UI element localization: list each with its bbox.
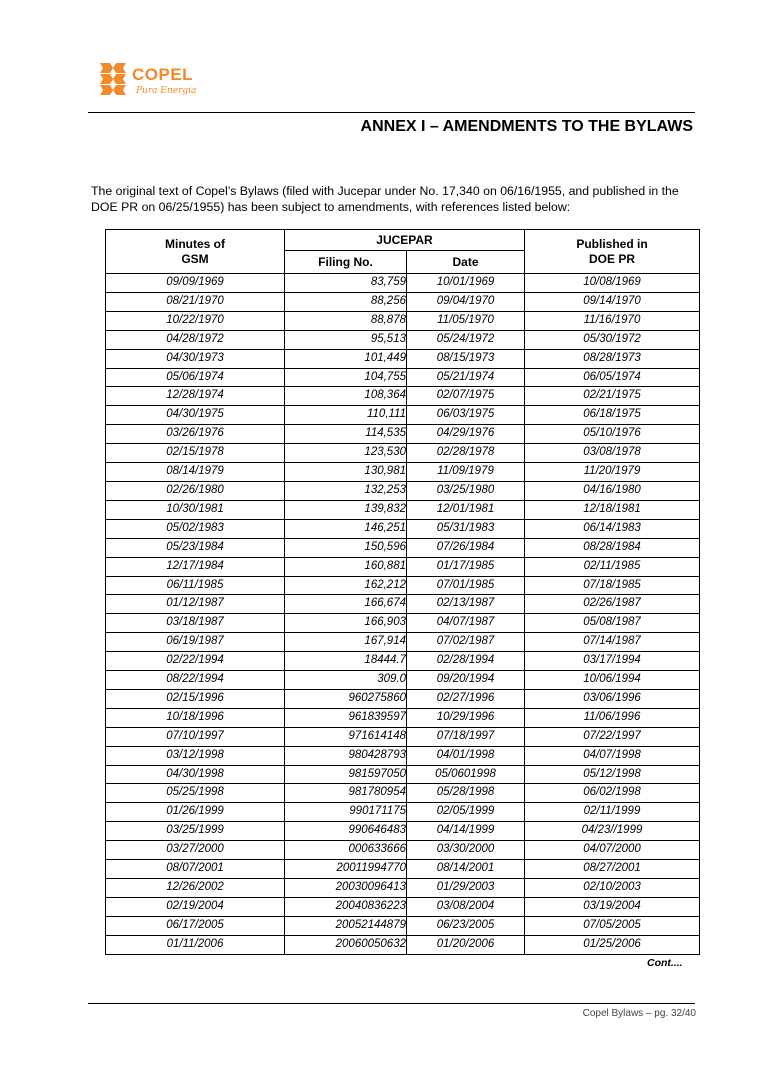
table-row: [106, 330, 700, 349]
table-row: [106, 614, 700, 633]
filing-no-cell: 83,759: [285, 274, 407, 293]
date-cell: 02/27/1996: [407, 689, 525, 708]
minutes-cell: 03/25/1999: [106, 822, 285, 841]
filing-no-cell: 20040836223: [285, 897, 407, 916]
minutes-cell: 05/06/1974: [106, 368, 285, 387]
date-cell: 10/01/1969: [407, 274, 525, 293]
table-row: [106, 292, 700, 311]
date-cell: 02/13/1987: [407, 595, 525, 614]
published-cell: 09/14/1970: [525, 292, 700, 311]
filing-no-cell: 139,832: [285, 500, 407, 519]
table-row: [106, 557, 700, 576]
table-row: [106, 916, 700, 935]
published-cell: 02/11/1999: [525, 803, 700, 822]
date-cell: 09/04/1970: [407, 292, 525, 311]
minutes-cell: 04/28/1972: [106, 330, 285, 349]
table-row: [106, 860, 700, 879]
published-cell: 02/11/1985: [525, 557, 700, 576]
table-row: [106, 311, 700, 330]
date-cell: 02/28/1994: [407, 652, 525, 671]
minutes-cell: 06/11/1985: [106, 576, 285, 595]
filing-no-cell: 110,111: [285, 406, 407, 425]
published-cell: 02/21/1975: [525, 387, 700, 406]
date-cell: 06/03/1975: [407, 406, 525, 425]
published-cell: 03/19/2004: [525, 897, 700, 916]
minutes-cell: 10/22/1970: [106, 311, 285, 330]
published-cell: 03/08/1978: [525, 444, 700, 463]
minutes-cell: 08/07/2001: [106, 860, 285, 879]
header-published: Published in DOE PR: [525, 230, 700, 274]
filing-no-cell: 20052144879: [285, 916, 407, 935]
filing-no-cell: 146,251: [285, 519, 407, 538]
published-cell: 10/08/1969: [525, 274, 700, 293]
filing-no-cell: 166,674: [285, 595, 407, 614]
published-cell: 07/14/1987: [525, 633, 700, 652]
table-row: [106, 500, 700, 519]
filing-no-cell: 20060050632: [285, 935, 407, 954]
minutes-cell: 04/30/1973: [106, 349, 285, 368]
filing-no-cell: 990646483: [285, 822, 407, 841]
minutes-cell: 08/21/1970: [106, 292, 285, 311]
published-cell: 11/16/1970: [525, 311, 700, 330]
footer-divider: [88, 1003, 695, 1004]
published-cell: 05/30/1972: [525, 330, 700, 349]
table-row: [106, 274, 700, 293]
intro-paragraph: The original text of Copel’s Bylaws (filed with Jucepar under No. 17,340 on 06/16/1955, and published in the DOE PR on 06/25/1955) has been subject to amendments, with references listed below:: [91, 184, 679, 214]
published-cell: 04/16/1980: [525, 481, 700, 500]
table-row: [106, 708, 700, 727]
page-title: ANNEX I – AMENDMENTS TO THE BYLAWS: [360, 118, 693, 135]
published-cell: 04/07/2000: [525, 841, 700, 860]
header-date: Date: [407, 251, 525, 274]
filing-no-cell: 167,914: [285, 633, 407, 652]
table-row: [106, 481, 700, 500]
copel-logo: [98, 62, 208, 102]
date-cell: 06/23/2005: [407, 916, 525, 935]
header-filing-no: Filing No.: [285, 251, 407, 274]
logo-tagline: Pura Energia: [136, 86, 197, 96]
header-jucepar: JUCEPAR: [285, 230, 525, 251]
minutes-cell: 05/23/1984: [106, 538, 285, 557]
minutes-cell: 08/22/1994: [106, 671, 285, 690]
minutes-cell: 02/15/1996: [106, 689, 285, 708]
filing-no-cell: 132,253: [285, 481, 407, 500]
table-row: [106, 689, 700, 708]
minutes-cell: 08/14/1979: [106, 463, 285, 482]
table-row: [106, 841, 700, 860]
date-cell: 09/20/1994: [407, 671, 525, 690]
filing-no-cell: 20030096413: [285, 879, 407, 898]
date-cell: 05/24/1972: [407, 330, 525, 349]
minutes-cell: 02/22/1994: [106, 652, 285, 671]
filing-no-cell: 101,449: [285, 349, 407, 368]
minutes-cell: 03/27/2000: [106, 841, 285, 860]
date-cell: 07/26/1984: [407, 538, 525, 557]
date-cell: 08/14/2001: [407, 860, 525, 879]
filing-no-cell: 108,364: [285, 387, 407, 406]
filing-no-cell: 166,903: [285, 614, 407, 633]
published-cell: 06/02/1998: [525, 784, 700, 803]
published-cell: 05/10/1976: [525, 425, 700, 444]
minutes-cell: 02/26/1980: [106, 481, 285, 500]
filing-no-cell: 990171175: [285, 803, 407, 822]
filing-no-cell: 981597050: [285, 765, 407, 784]
filing-no-cell: 961839597: [285, 708, 407, 727]
filing-no-cell: 130,981: [285, 463, 407, 482]
table-row: [106, 784, 700, 803]
table-row: [106, 576, 700, 595]
date-cell: 04/14/1999: [407, 822, 525, 841]
published-cell: 03/06/1996: [525, 689, 700, 708]
minutes-cell: 02/15/1978: [106, 444, 285, 463]
date-cell: 05/31/1983: [407, 519, 525, 538]
date-cell: 04/29/1976: [407, 425, 525, 444]
table-row: [106, 425, 700, 444]
table-row: [106, 897, 700, 916]
filing-no-cell: 162,212: [285, 576, 407, 595]
date-cell: 02/07/1975: [407, 387, 525, 406]
date-cell: 03/08/2004: [407, 897, 525, 916]
published-cell: 11/20/1979: [525, 463, 700, 482]
copel-logo-icon: [98, 62, 128, 96]
filing-no-cell: 981780954: [285, 784, 407, 803]
date-cell: 01/17/1985: [407, 557, 525, 576]
table-row: [106, 538, 700, 557]
minutes-cell: 01/11/2006: [106, 935, 285, 954]
table-row: [106, 406, 700, 425]
minutes-cell: 01/26/1999: [106, 803, 285, 822]
filing-no-cell: 88,256: [285, 292, 407, 311]
minutes-cell: 09/09/1969: [106, 274, 285, 293]
published-cell: 04/23//1999: [525, 822, 700, 841]
minutes-cell: 10/30/1981: [106, 500, 285, 519]
table-row: [106, 368, 700, 387]
date-cell: 03/25/1980: [407, 481, 525, 500]
table-row: [106, 444, 700, 463]
date-cell: 08/15/1973: [407, 349, 525, 368]
date-cell: 02/28/1978: [407, 444, 525, 463]
table-row: [106, 803, 700, 822]
minutes-cell: 05/02/1983: [106, 519, 285, 538]
amendments-table: [105, 229, 700, 955]
table-row: [106, 935, 700, 954]
table-row: [106, 387, 700, 406]
published-cell: 02/10/2003: [525, 879, 700, 898]
minutes-cell: 03/12/1998: [106, 746, 285, 765]
filing-no-cell: 000633666: [285, 841, 407, 860]
filing-no-cell: 95,513: [285, 330, 407, 349]
table-row: [106, 463, 700, 482]
filing-no-cell: 18444.7: [285, 652, 407, 671]
date-cell: 03/30/2000: [407, 841, 525, 860]
logo-wordmark: COPEL: [132, 65, 194, 84]
published-cell: 06/05/1974: [525, 368, 700, 387]
table-row: [106, 671, 700, 690]
date-cell: 11/09/1979: [407, 463, 525, 482]
minutes-cell: 05/25/1998: [106, 784, 285, 803]
published-cell: 11/06/1996: [525, 708, 700, 727]
table-row: [106, 349, 700, 368]
published-cell: 06/18/1975: [525, 406, 700, 425]
published-cell: 08/28/1984: [525, 538, 700, 557]
date-cell: 05/0601998: [407, 765, 525, 784]
table-row: [106, 727, 700, 746]
date-cell: 01/20/2006: [407, 935, 525, 954]
page-footer: Copel Bylaws – pg. 32/40: [582, 1008, 696, 1019]
published-cell: 05/08/1987: [525, 614, 700, 633]
table-row: [106, 633, 700, 652]
date-cell: 01/29/2003: [407, 879, 525, 898]
date-cell: 12/01/1981: [407, 500, 525, 519]
minutes-cell: 03/26/1976: [106, 425, 285, 444]
date-cell: 02/05/1999: [407, 803, 525, 822]
date-cell: 05/21/1974: [407, 368, 525, 387]
filing-no-cell: 980428793: [285, 746, 407, 765]
published-cell: 06/14/1983: [525, 519, 700, 538]
published-cell: 07/22/1997: [525, 727, 700, 746]
published-cell: 05/12/1998: [525, 765, 700, 784]
published-cell: 01/25/2006: [525, 935, 700, 954]
table-row: [106, 652, 700, 671]
minutes-cell: 01/12/1987: [106, 595, 285, 614]
published-cell: 04/07/1998: [525, 746, 700, 765]
minutes-cell: 04/30/1975: [106, 406, 285, 425]
date-cell: 07/02/1987: [407, 633, 525, 652]
published-cell: 10/06/1994: [525, 671, 700, 690]
filing-no-cell: 150,596: [285, 538, 407, 557]
minutes-cell: 12/26/2002: [106, 879, 285, 898]
table-row: [106, 595, 700, 614]
minutes-cell: 10/18/1996: [106, 708, 285, 727]
date-cell: 04/01/1998: [407, 746, 525, 765]
minutes-cell: 12/28/1974: [106, 387, 285, 406]
minutes-cell: 06/17/2005: [106, 916, 285, 935]
published-cell: 02/26/1987: [525, 595, 700, 614]
filing-no-cell: 960275860: [285, 689, 407, 708]
published-cell: 08/27/2001: [525, 860, 700, 879]
published-cell: 03/17/1994: [525, 652, 700, 671]
filing-no-cell: 123,530: [285, 444, 407, 463]
published-cell: 08/28/1973: [525, 349, 700, 368]
date-cell: 04/07/1987: [407, 614, 525, 633]
header-divider: [88, 112, 695, 113]
date-cell: 07/18/1997: [407, 727, 525, 746]
published-cell: 07/18/1985: [525, 576, 700, 595]
table-row: [106, 519, 700, 538]
published-cell: 07/05/2005: [525, 916, 700, 935]
date-cell: 07/01/1985: [407, 576, 525, 595]
date-cell: 10/29/1996: [407, 708, 525, 727]
minutes-cell: 02/19/2004: [106, 897, 285, 916]
filing-no-cell: 971614148: [285, 727, 407, 746]
filing-no-cell: 104,755: [285, 368, 407, 387]
table-row: [106, 746, 700, 765]
minutes-cell: 12/17/1984: [106, 557, 285, 576]
header-minutes: Minutes of GSM: [106, 230, 285, 274]
published-cell: 12/18/1981: [525, 500, 700, 519]
minutes-cell: 04/30/1998: [106, 765, 285, 784]
date-cell: 11/05/1970: [407, 311, 525, 330]
table-row: [106, 822, 700, 841]
minutes-cell: 06/19/1987: [106, 633, 285, 652]
filing-no-cell: 20011994770: [285, 860, 407, 879]
continuation-note: Cont....: [647, 957, 683, 969]
table-row: [106, 765, 700, 784]
filing-no-cell: 309.0: [285, 671, 407, 690]
filing-no-cell: 114,535: [285, 425, 407, 444]
table-row: [106, 879, 700, 898]
minutes-cell: 03/18/1987: [106, 614, 285, 633]
minutes-cell: 07/10/1997: [106, 727, 285, 746]
filing-no-cell: 160,881: [285, 557, 407, 576]
filing-no-cell: 88,878: [285, 311, 407, 330]
date-cell: 05/28/1998: [407, 784, 525, 803]
